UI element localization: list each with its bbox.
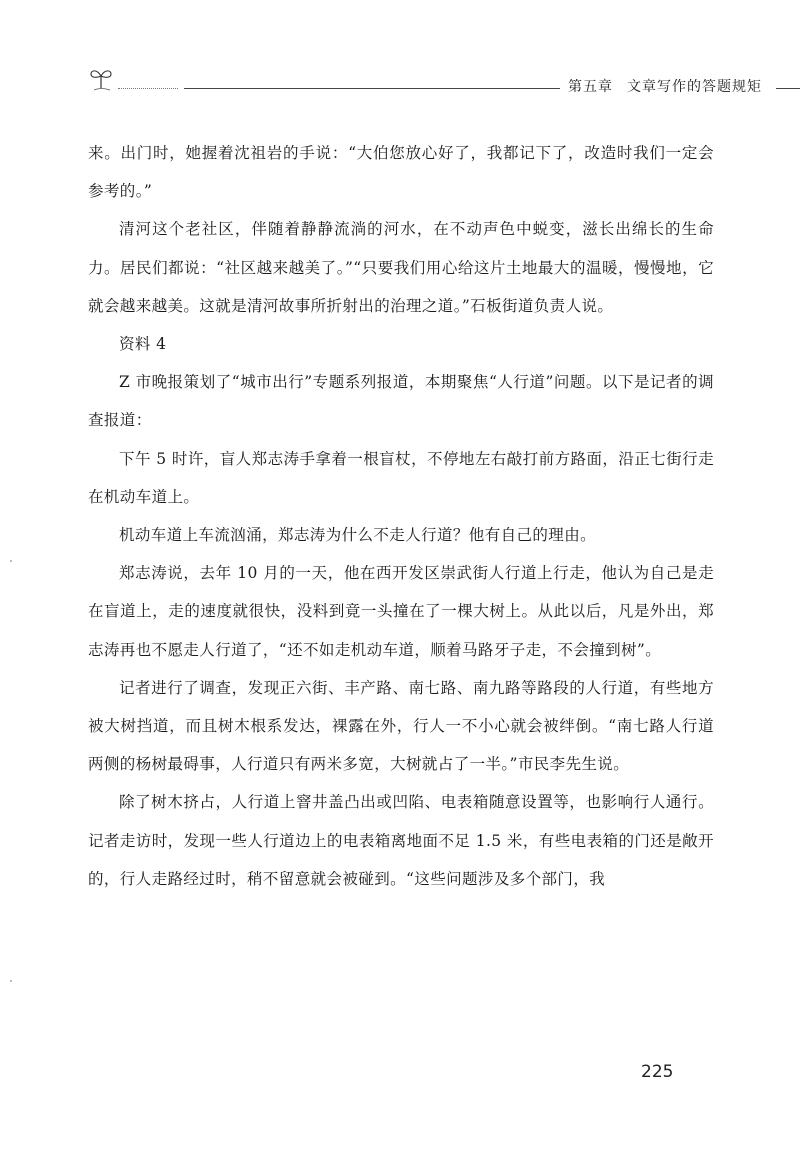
page-number: 225 xyxy=(641,1062,674,1082)
scan-speck xyxy=(10,980,12,982)
paragraph: 下午 5 时许，盲人郑志涛手拿着一根盲杖，不停地左右敲打前方路面，沿正七街行走在机动车道上。 xyxy=(88,449,714,506)
paragraph: 机动车道上车流汹涌，郑志涛为什么不走人行道？他有自己的理由。 xyxy=(119,526,597,545)
sprout-icon xyxy=(88,66,114,92)
paragraph: 记者进行了调查，发现正六街、丰产路、南七路、南九路等路段的人行道，有些地方被大树挡道，而且树木根系发达，裸露在外，行人一不小心就会被绊倒。“南七路人行道两侧的杨树最碍事，人行道只有两米多宽，大树就占了一半。”市民李先生说。 xyxy=(88,678,714,774)
header-dotted-rule xyxy=(118,88,178,89)
paragraph: 来。出门时，她握着沈祖岩的手说：“大伯您放心好了，我都记下了，改造时我们一定会参考的。” xyxy=(88,144,714,201)
chapter-number: 第五章 xyxy=(568,79,613,95)
paragraph: 郑志涛说，去年 10 月的一天，他在西开发区崇武街人行道上行走，他认为自己是走在盲道上，走的速度就很快，没料到竟一头撞在了一棵大树上。从此以后，凡是外出，郑志涛再也不愿走人行道了，“还不如走机动车道，顺着马路牙子走，不会撞到树”。 xyxy=(88,564,714,659)
paragraph: 除了树木挤占，人行道上窨井盖凸出或凹陷、电表箱随意设置等，也影响行人通行。记者走访时，发现一些人行道边上的电表箱离地面不足 1.5 米，有些电表箱的门还是敞开的，行人走路经过时，稍不留意就会被碰到。“这些问题涉及多个部门，我 xyxy=(88,793,714,888)
running-header xyxy=(88,66,798,96)
body-text xyxy=(88,134,714,898)
header-rule-left xyxy=(184,88,560,89)
section-label: 资料 4 xyxy=(119,335,167,354)
header-rule-right xyxy=(776,88,800,89)
paragraph: Z 市晚报策划了“城市出行”专题系列报道，本期聚焦“人行道”问题。以下是记者的调查报道： xyxy=(88,373,714,430)
scan-speck xyxy=(10,560,12,562)
chapter-heading xyxy=(568,76,762,96)
chapter-title: 文章写作的答题规矩 xyxy=(627,79,762,95)
paragraph: 清河这个老社区，伴随着静静流淌的河水，在不动声色中蜕变，滋长出绵长的生命力。居民们都说：“社区越来越美了。”“只要我们用心给这片土地最大的温暖，慢慢地，它就会越来越美。这就是清河故事所折射出的治理之道。”石板街道负责人说。 xyxy=(88,220,714,315)
